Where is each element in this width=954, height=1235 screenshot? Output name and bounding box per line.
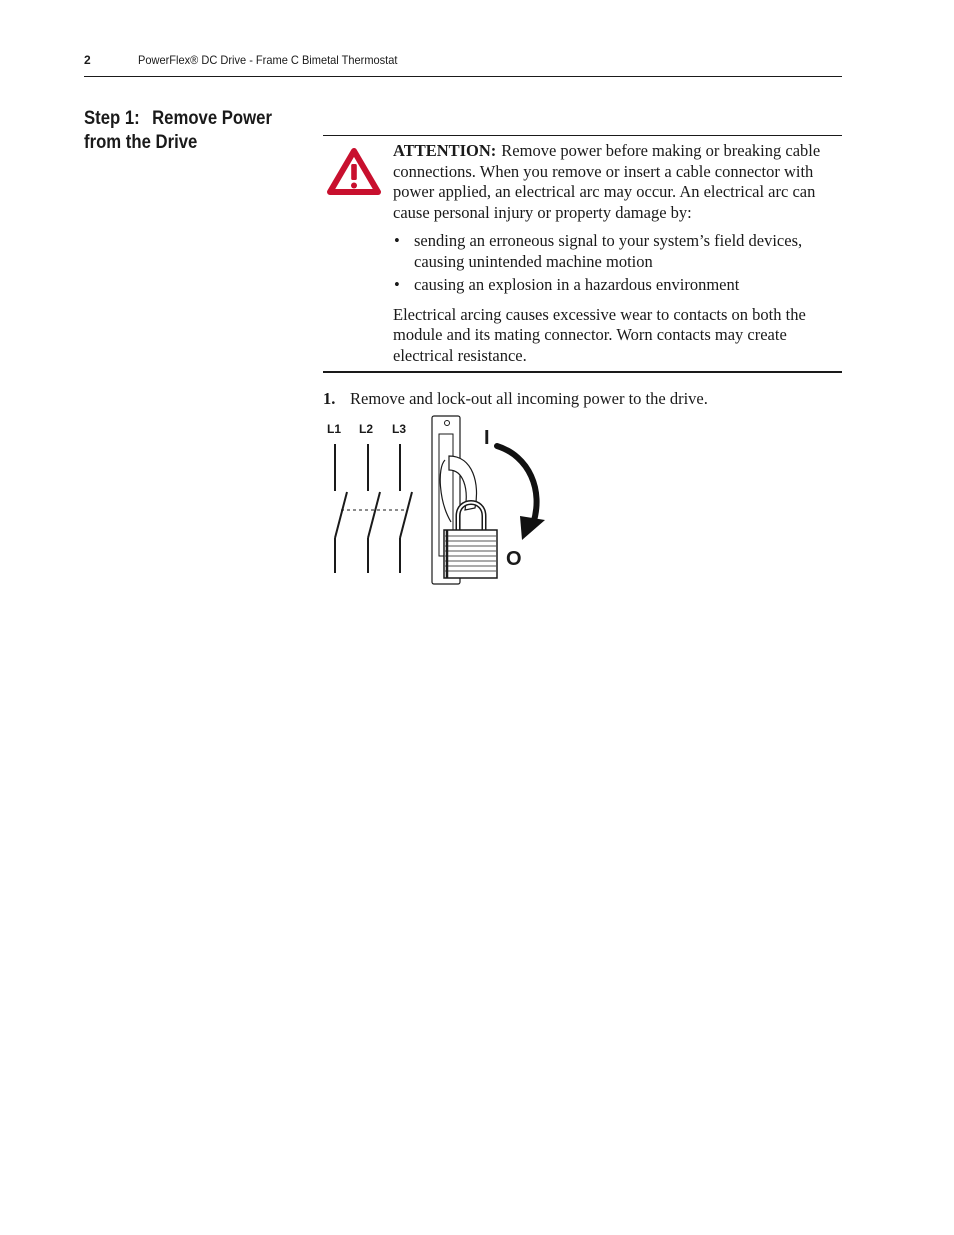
- bullet-icon: •: [394, 275, 400, 294]
- instruction-step-1: [323, 389, 842, 409]
- header-rule: [84, 76, 842, 77]
- attention-closing: Electrical arcing causes excessive wear to contacts on both the module and its mating connector. Worn contacts may create electrical resistance.: [393, 304, 806, 365]
- bullet-text: sending an erroneous signal to your system’s field devices, causing unintended machine motion: [414, 231, 803, 271]
- list-item: [393, 231, 839, 272]
- rotate-arrow-icon: [497, 446, 545, 540]
- line-label-l2: L2: [359, 422, 374, 436]
- bullet-text: causing an explosion in a hazardous environment: [414, 275, 740, 294]
- attention-text: [393, 141, 839, 366]
- step-heading: [84, 107, 286, 155]
- running-title: PowerFlex® DC Drive - Frame C Bimetal Thermostat: [138, 53, 398, 67]
- lockout-figure: [323, 412, 563, 592]
- switch-schematic-icon: [335, 444, 412, 573]
- instruction-text: Remove and lock-out all incoming power to the drive.: [350, 389, 708, 408]
- bullet-icon: •: [394, 231, 400, 250]
- list-item: [393, 275, 839, 296]
- step-title: Remove Power from the Drive: [84, 108, 272, 153]
- instruction-number: 1.: [323, 389, 336, 408]
- line-label-l1: L1: [327, 422, 342, 436]
- step-label: Step 1:: [84, 108, 140, 129]
- warning-triangle-icon: [327, 148, 381, 196]
- on-position-label: I: [484, 427, 490, 449]
- line-label-l3: L3: [392, 422, 407, 436]
- attention-bullet-list: [393, 231, 839, 296]
- page-number: 2: [84, 53, 91, 67]
- attention-intro-text: Remove power before making or breaking cable connections. When you remove or insert a cable connector with power applied, an electrical arc may occur. An electrical arc can cause personal injury or property damage by:: [393, 141, 821, 222]
- attention-label: ATTENTION:: [393, 141, 497, 160]
- attention-box: [323, 135, 842, 373]
- off-position-label: O: [506, 548, 522, 570]
- attention-intro: [393, 141, 839, 223]
